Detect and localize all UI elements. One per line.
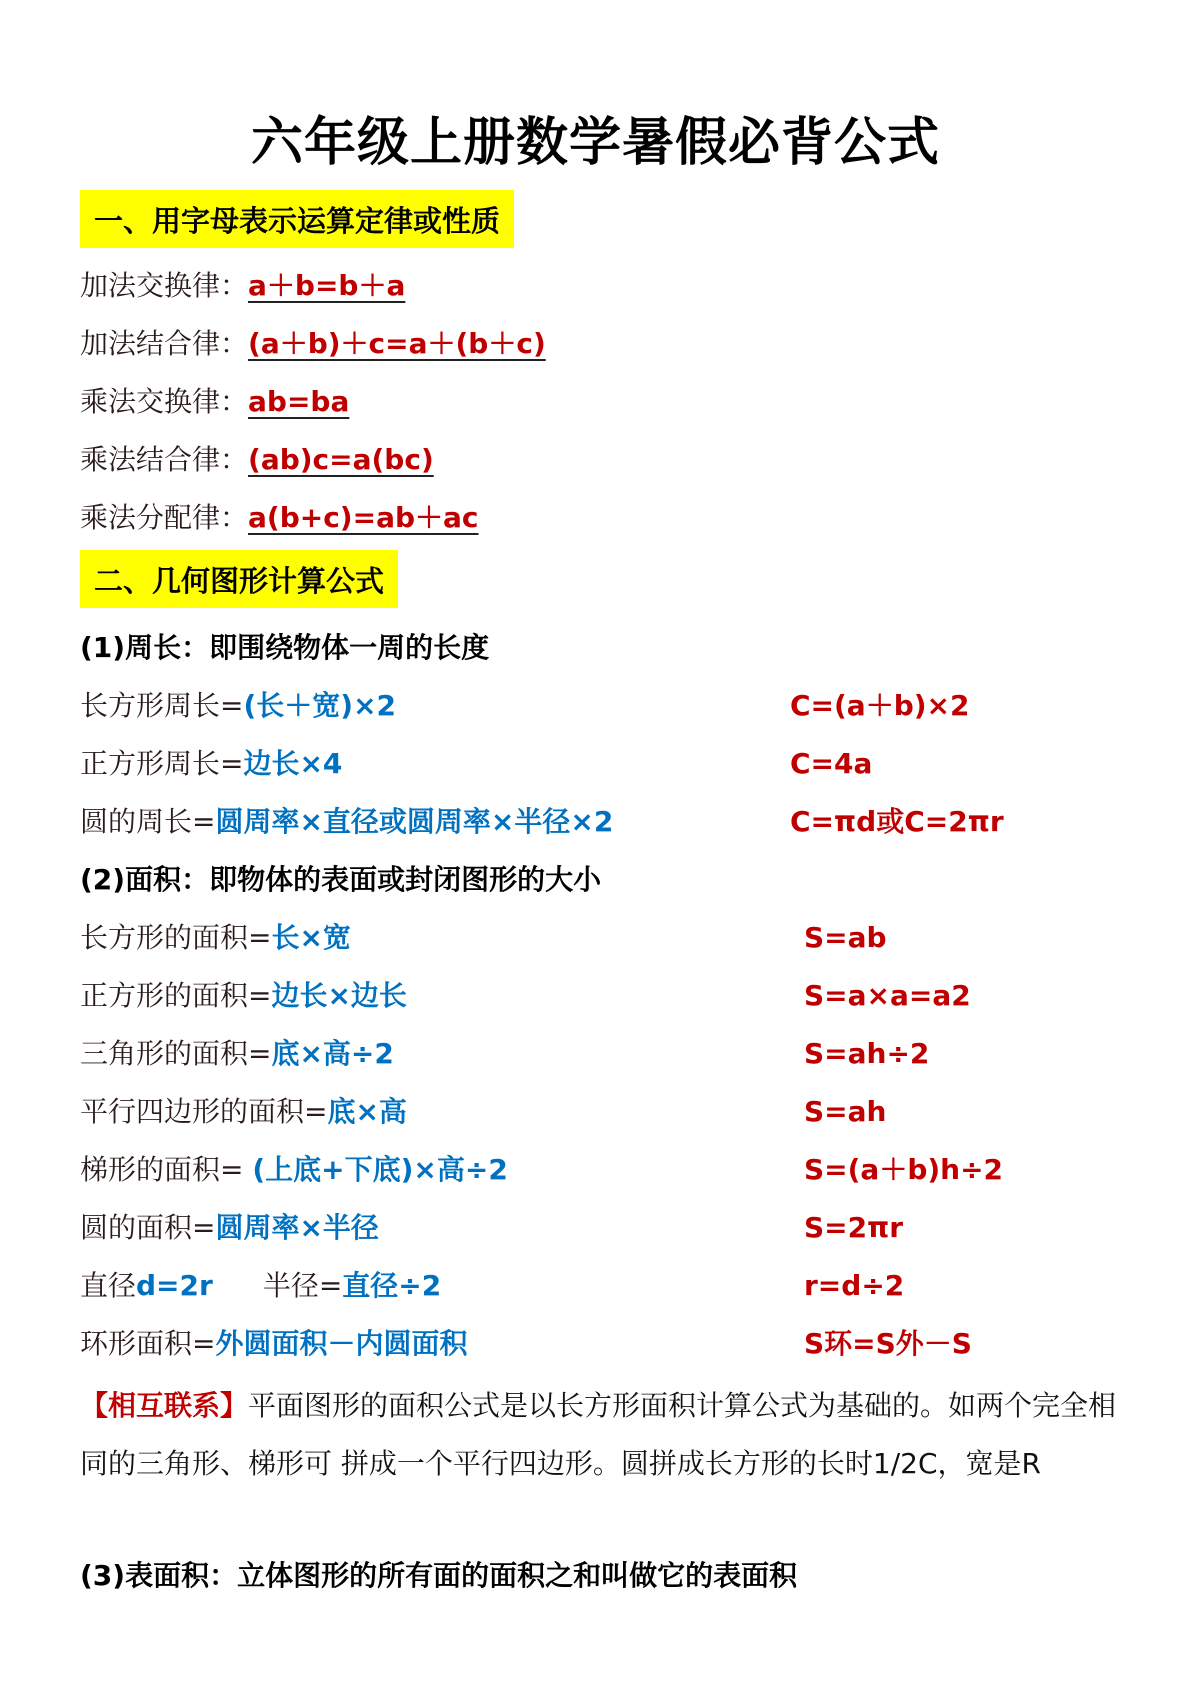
shape-label: 环形面积=	[80, 1327, 216, 1360]
letter-formula: S=ah	[804, 1095, 887, 1128]
word-formula: 边长×边长	[271, 979, 407, 1012]
law-row	[80, 440, 434, 480]
shape-label: 长方形周长=	[80, 689, 244, 722]
law-row	[80, 498, 479, 538]
letter-formula: r=d÷2	[804, 1269, 905, 1302]
shape-label: 直径	[80, 1269, 137, 1302]
letter-formula: S环=S外－S	[804, 1327, 972, 1360]
letter-formula: S=ah÷2	[804, 1037, 930, 1070]
letter-formula: C=4a	[790, 747, 873, 780]
law-label: 乘法结合律：	[80, 443, 249, 476]
law-formula: (a＋b)＋c=a＋(b＋c)	[248, 327, 546, 360]
shape-label: 圆的周长=	[80, 805, 216, 838]
section-2-heading: 二、几何图形计算公式	[80, 550, 398, 608]
word-formula: 底×高	[327, 1095, 407, 1128]
law-label: 乘法交换律：	[80, 385, 249, 418]
word-formula: 底×高÷2	[271, 1037, 394, 1070]
letter-formula: C=πd或C=2πr	[790, 805, 1004, 838]
law-label: 乘法分配律：	[80, 501, 249, 534]
area-row	[80, 1034, 394, 1074]
shape-label: 正方形的面积=	[80, 979, 272, 1012]
shape-label: 半径=	[262, 1269, 343, 1302]
perimeter-row	[80, 802, 613, 842]
relation-tag: 【相互联系】	[80, 1389, 249, 1422]
section-1-heading: 一、用字母表示运算定律或性质	[80, 190, 514, 248]
letter-formula: S=a×a=a2	[804, 979, 971, 1012]
perimeter-heading: (1)周长：即围绕物体一周的长度	[80, 631, 490, 664]
page-title: 六年级上册数学暑假必背公式	[250, 113, 940, 173]
area-row	[80, 1092, 407, 1132]
area-row	[80, 1208, 379, 1248]
word-formula: 长×宽	[271, 921, 351, 954]
perimeter-row	[80, 744, 342, 784]
word-formula: 直径÷2	[342, 1269, 442, 1302]
perimeter-row	[80, 686, 396, 726]
law-formula: (ab)c=a(bc)	[248, 443, 434, 476]
word-formula: 圆周率×直径或圆周率×半径×2	[215, 805, 614, 838]
shape-label: 平行四边形的面积=	[80, 1095, 328, 1128]
area-heading: (2)面积：即物体的表面或封闭图形的大小	[80, 863, 602, 896]
law-formula: a(b+c)=ab＋ac	[248, 501, 479, 534]
shape-label: 圆的面积=	[80, 1211, 216, 1244]
word-formula: 边长×4	[243, 747, 343, 780]
area-row	[80, 1324, 467, 1364]
law-row	[80, 266, 405, 306]
relation-text: 平面图形的面积公式是以长方形面积计算公式为基础的。如两个完全相同的三角形、梯形可 拼成一个平行四边形。圆拼成长方形的长时1/2C，宽是R	[80, 1389, 1117, 1480]
shape-label: 正方形周长=	[80, 747, 244, 780]
word-formula: 圆周率×半径	[215, 1211, 379, 1244]
letter-formula: S=2πr	[804, 1211, 904, 1244]
shape-label: 三角形的面积=	[80, 1037, 272, 1070]
word-formula: (长＋宽)×2	[243, 689, 397, 722]
law-row	[80, 382, 349, 422]
area-row	[80, 918, 351, 958]
word-formula: d=2r	[136, 1269, 213, 1302]
law-label: 加法交换律：	[80, 269, 249, 302]
area-row	[80, 1150, 508, 1190]
law-label: 加法结合律：	[80, 327, 249, 360]
shape-label: 长方形的面积=	[80, 921, 272, 954]
word-formula: 外圆面积－内圆面积	[215, 1327, 468, 1360]
area-row	[80, 976, 407, 1016]
area-row	[80, 1266, 441, 1306]
letter-formula: S=ab	[804, 921, 887, 954]
law-formula: a＋b=b＋a	[248, 269, 406, 302]
letter-formula: C=(a＋b)×2	[790, 689, 970, 722]
word-formula: (上底+下底)×高÷2	[252, 1153, 508, 1186]
surface-heading: (3)表面积：立体图形的所有面的面积之和叫做它的表面积	[80, 1559, 798, 1592]
law-formula: ab=ba	[248, 385, 350, 418]
shape-label: 梯形的面积=	[80, 1153, 253, 1186]
relation-paragraph	[80, 1377, 1120, 1493]
letter-formula: S=(a＋b)h÷2	[804, 1153, 1004, 1186]
law-row	[80, 324, 546, 364]
